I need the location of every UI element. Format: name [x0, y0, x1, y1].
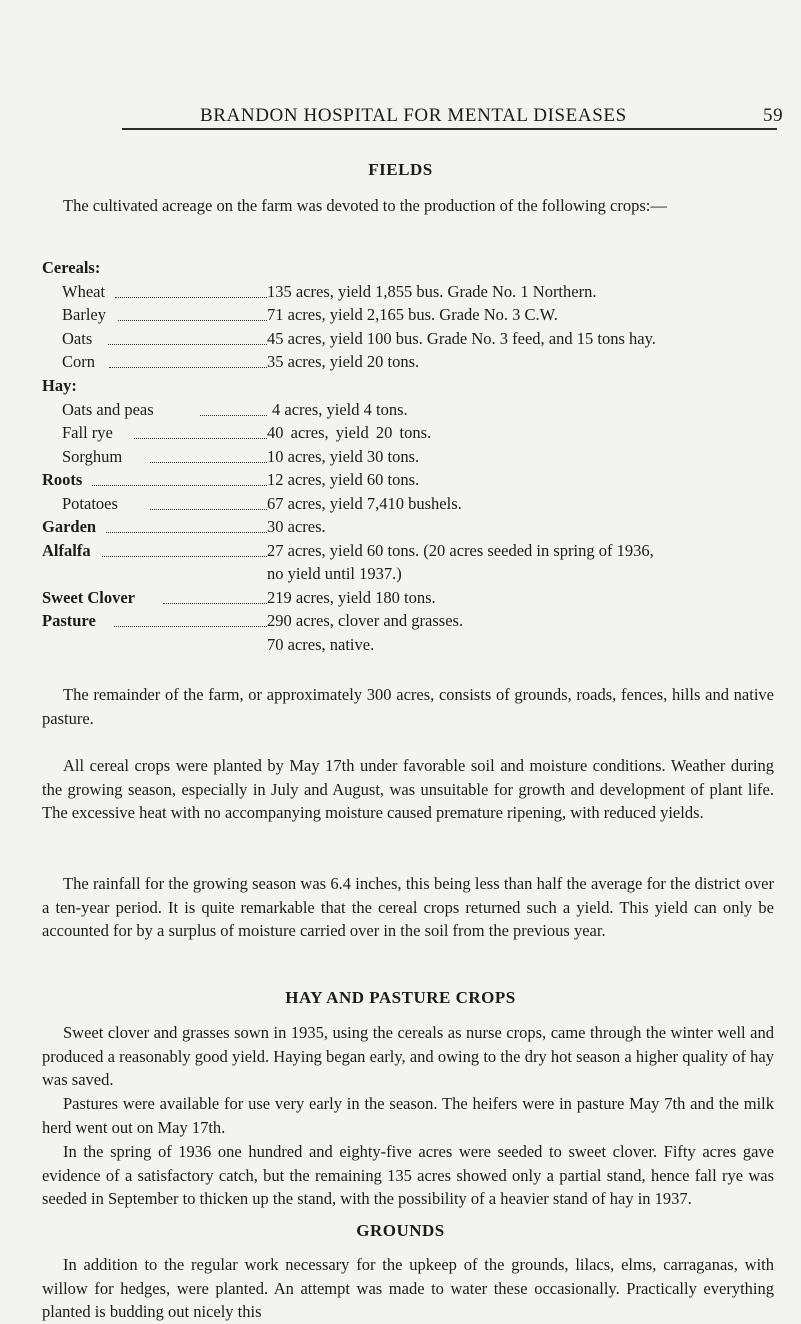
- crop-row-corn: [0, 352, 801, 376]
- crop-detail: 219 acres, yield 180 tons.: [267, 588, 436, 607]
- crop-name: Alfalfa: [42, 541, 91, 560]
- crop-detail: 71 acres, yield 2,165 bus. Grade No. 3 C.W.: [267, 305, 558, 324]
- crop-row-oats-and-peas: [0, 400, 801, 424]
- crop-row-alfalfa: [0, 541, 801, 565]
- dot-leader: [114, 626, 267, 627]
- crop-row-sorghum: [0, 447, 801, 471]
- hay-pasture-heading: HAY AND PASTURE CROPS: [285, 988, 516, 1007]
- paragraph: In addition to the regular work necessary for the upkeep of the grounds, lilacs, elms, carraganas, with willow for hedges, were planted. An attempt was made to water these occasionally. Practically everything planted is budding out nicely this: [42, 1255, 774, 1321]
- crop-row-oats: [0, 329, 801, 353]
- dot-leader: [150, 462, 267, 463]
- crop-name: Pasture: [42, 611, 96, 630]
- crop-name: Oats and peas: [62, 400, 154, 419]
- pasture-note: 70 acres, native.: [267, 635, 375, 654]
- running-title: BRANDON HOSPITAL FOR MENTAL DISEASES: [200, 105, 627, 126]
- crop-detail: 40 acres, yield 20 tons.: [267, 423, 432, 442]
- fields-heading: FIELDS: [368, 160, 433, 179]
- fields-intro: The cultivated acreage on the farm was devoted to the production of the following crops:—: [63, 196, 667, 215]
- page-number: 59: [763, 105, 784, 126]
- paragraph: All cereal crops were planted by May 17th under favorable soil and moisture conditions. Weather during the growing season, especially in July and August, was unsuitable for growth and development of plant life. The excessive heat with no accompanying moisture caused premature ripening, with reduced yields.: [42, 756, 774, 822]
- paragraph: In the spring of 1936 one hundred and eighty-five acres were seeded to sweet clover. Fifty acres gave evidence of a satisfactory catch, but the remaining 135 acres showed only a partial stand, hence fall rye was seeded in September to thicken up the stand, with the possibility of a heavier stand of hay in 1937.: [42, 1142, 774, 1208]
- crop-row-sweet-clover: [0, 588, 801, 612]
- header-rule: [122, 128, 777, 130]
- crop-name: Sorghum: [62, 447, 123, 466]
- crop-row-potatoes: [0, 494, 801, 518]
- dot-leader: [163, 603, 267, 604]
- dot-leader: [118, 320, 267, 321]
- dot-leader: [109, 367, 267, 368]
- cereals-label: Cereals:: [42, 258, 101, 277]
- crop-detail: 30 acres.: [267, 517, 326, 536]
- crop-detail: 67 acres, yield 7,410 bushels.: [267, 494, 462, 513]
- crop-detail: 35 acres, yield 20 tons.: [267, 352, 420, 371]
- crop-row-barley: [0, 305, 801, 329]
- dot-leader: [115, 297, 267, 298]
- dot-leader: [106, 532, 267, 533]
- crop-row-wheat: [0, 282, 801, 306]
- paragraph: The rainfall for the growing season was 6.4 inches, this being less than half the average for the district over a ten-year period. It is quite remarkable that the cereal crops returned such a yield. This yield can only be accounted for by a surplus of moisture carried over in the soil from the previous year.: [42, 874, 774, 940]
- hay-label: Hay:: [42, 376, 77, 395]
- crop-name: Sweet Clover: [42, 588, 136, 607]
- running-head: [0, 105, 801, 135]
- alfalfa-note: no yield until 1937.): [267, 564, 402, 583]
- crop-detail: 135 acres, yield 1,855 bus. Grade No. 1 Northern.: [267, 282, 597, 301]
- dot-leader: [92, 485, 267, 486]
- crop-name: Barley: [62, 305, 106, 324]
- crop-name: Fall rye: [62, 423, 113, 442]
- crop-name: Corn: [62, 352, 95, 371]
- dot-leader: [134, 438, 267, 439]
- crop-row-garden: [0, 517, 801, 541]
- dot-leader: [150, 509, 267, 510]
- crop-detail: 10 acres, yield 30 tons.: [267, 447, 420, 466]
- crop-detail: 12 acres, yield 60 tons.: [267, 470, 420, 489]
- crop-detail: 45 acres, yield 100 bus. Grade No. 3 feed, and 15 tons hay.: [267, 329, 656, 348]
- crop-detail: 27 acres, yield 60 tons. (20 acres seeded in spring of 1936,: [267, 541, 654, 560]
- crop-detail: 290 acres, clover and grasses.: [267, 611, 464, 630]
- crop-name: Oats: [62, 329, 93, 348]
- crop-name: Roots: [42, 470, 83, 489]
- dot-leader: [200, 415, 267, 416]
- crop-row-pasture: [0, 611, 801, 635]
- crop-row-roots: [0, 470, 801, 494]
- grounds-heading: GROUNDS: [356, 1221, 445, 1240]
- crop-name: Potatoes: [62, 494, 118, 513]
- paragraph: Pastures were available for use very early in the season. The heifers were in pasture May 7th and the milk herd went out on May 17th.: [42, 1094, 774, 1137]
- crop-name: Garden: [42, 517, 97, 536]
- crop-detail: 4 acres, yield 4 tons.: [272, 400, 408, 419]
- crop-name: Wheat: [62, 282, 106, 301]
- dot-leader: [108, 344, 267, 345]
- paragraph: The remainder of the farm, or approximately 300 acres, consists of grounds, roads, fences, hills and native pasture.: [42, 685, 774, 728]
- crop-row-fall-rye: [0, 423, 801, 447]
- paragraph: Sweet clover and grasses sown in 1935, using the cereals as nurse crops, came through the winter well and produced a reasonably good yield. Haying began early, and owing to the dry hot season a higher quality of hay was saved.: [42, 1023, 774, 1089]
- dot-leader: [102, 556, 267, 557]
